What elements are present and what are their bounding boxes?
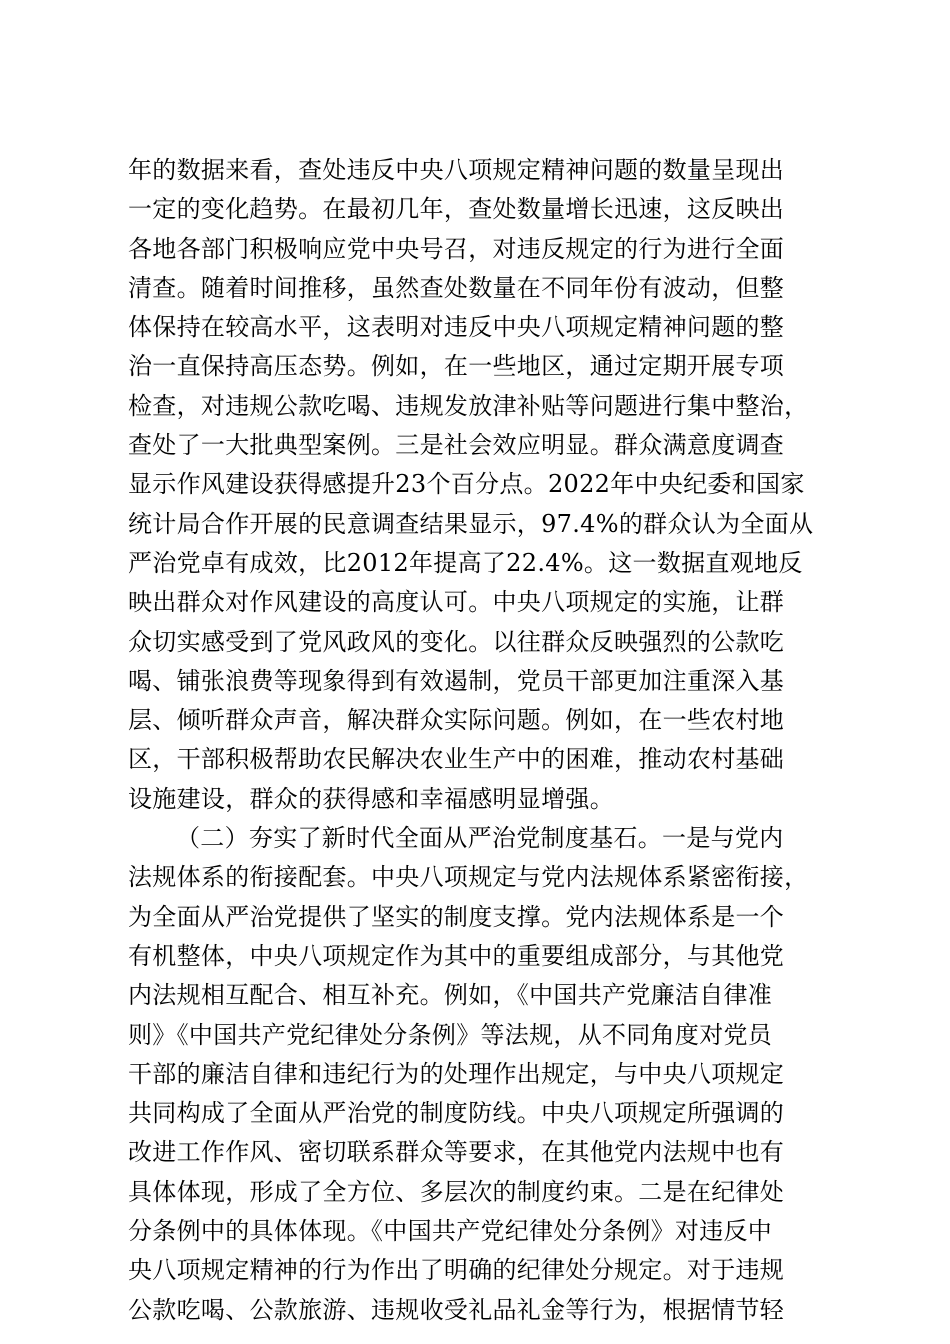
text-line: 众切实感受到了党风政风的变化。以往群众反映强烈的公款吃 bbox=[128, 627, 785, 656]
text-line: 则》《中国共产党纪律处分条例》等法规，从不同角度对党员 bbox=[128, 1020, 773, 1049]
text-line: 分条例中的具体体现。《中国共产党纪律处分条例》对违反中 bbox=[128, 1217, 773, 1246]
text-line: 公款吃喝、公款旅游、违规收受礼品礼金等行为，根据情节轻 bbox=[128, 1295, 785, 1324]
text-line: 严治党卓有成效，比2012年提高了22.4%。这一数据直观地反 bbox=[128, 548, 803, 577]
text-line: 各地各部门积极响应党中央号召，对违反规定的行为进行全面 bbox=[128, 234, 785, 263]
text-line: 央八项规定精神的行为作出了明确的纪律处分规定。对于违规 bbox=[128, 1256, 785, 1285]
text-line: 治一直保持高压态势。例如，在一些地区，通过定期开展专项 bbox=[128, 352, 785, 381]
text-line: 设施建设，群众的获得感和幸福感明显增强。 bbox=[128, 784, 614, 813]
section-heading-line: （二）夯实了新时代全面从严治党制度基石。一是与党内 bbox=[176, 824, 784, 853]
text-line: 干部的廉洁自律和违纪行为的处理作出规定，与中央八项规定 bbox=[128, 1059, 785, 1088]
text-line: 内法规相互配合、相互补充。例如，《中国共产党廉洁自律准 bbox=[128, 981, 773, 1010]
text-line: 显示作风建设获得感提升23个百分点。2022年中央纪委和国家 bbox=[128, 470, 805, 499]
text-line: 清查。随着时间推移，虽然查处数量在不同年份有波动，但整 bbox=[128, 273, 785, 302]
text-line: 统计局合作开展的民意调查结果显示，97.4%的群众认为全面从 bbox=[128, 509, 814, 538]
text-line: 检查，对违规公款吃喝、违规发放津补贴等问题进行集中整治， bbox=[128, 391, 809, 420]
text-line: 共同构成了全面从严治党的制度防线。中央八项规定所强调的 bbox=[128, 1099, 785, 1128]
text-line: 为全面从严治党提供了坚实的制度支撑。党内法规体系是一个 bbox=[128, 902, 785, 931]
text-line: 法规体系的衔接配套。中央八项规定与党内法规体系紧密衔接， bbox=[128, 863, 809, 892]
text-line: 体保持在较高水平，这表明对违反中央八项规定精神问题的整 bbox=[128, 313, 785, 342]
body-text bbox=[128, 151, 828, 1330]
text-line: 有机整体，中央八项规定作为其中的重要组成部分，与其他党 bbox=[128, 941, 785, 970]
text-line: 改进工作作风、密切联系群众等要求，在其他党内法规中也有 bbox=[128, 1138, 785, 1167]
text-line: 查处了一大批典型案例。三是社会效应明显。群众满意度调查 bbox=[128, 431, 785, 460]
text-line: 一定的变化趋势。在最初几年，查处数量增长迅速，这反映出 bbox=[128, 195, 785, 224]
text-line: 具体体现，形成了全方位、多层次的制度约束。二是在纪律处 bbox=[128, 1177, 785, 1206]
text-line: 喝、铺张浪费等现象得到有效遏制，党员干部更加注重深入基 bbox=[128, 666, 785, 695]
text-line: 年的数据来看，查处违反中央八项规定精神问题的数量呈现出 bbox=[128, 156, 785, 184]
text-line: 区，干部积极帮助农民解决农业生产中的困难，推动农村基础 bbox=[128, 745, 785, 774]
text-line: 层、倾听群众声音，解决群众实际问题。例如，在一些农村地 bbox=[128, 706, 785, 735]
text-line: 映出群众对作风建设的高度认可。中央八项规定的实施，让群 bbox=[128, 588, 785, 617]
